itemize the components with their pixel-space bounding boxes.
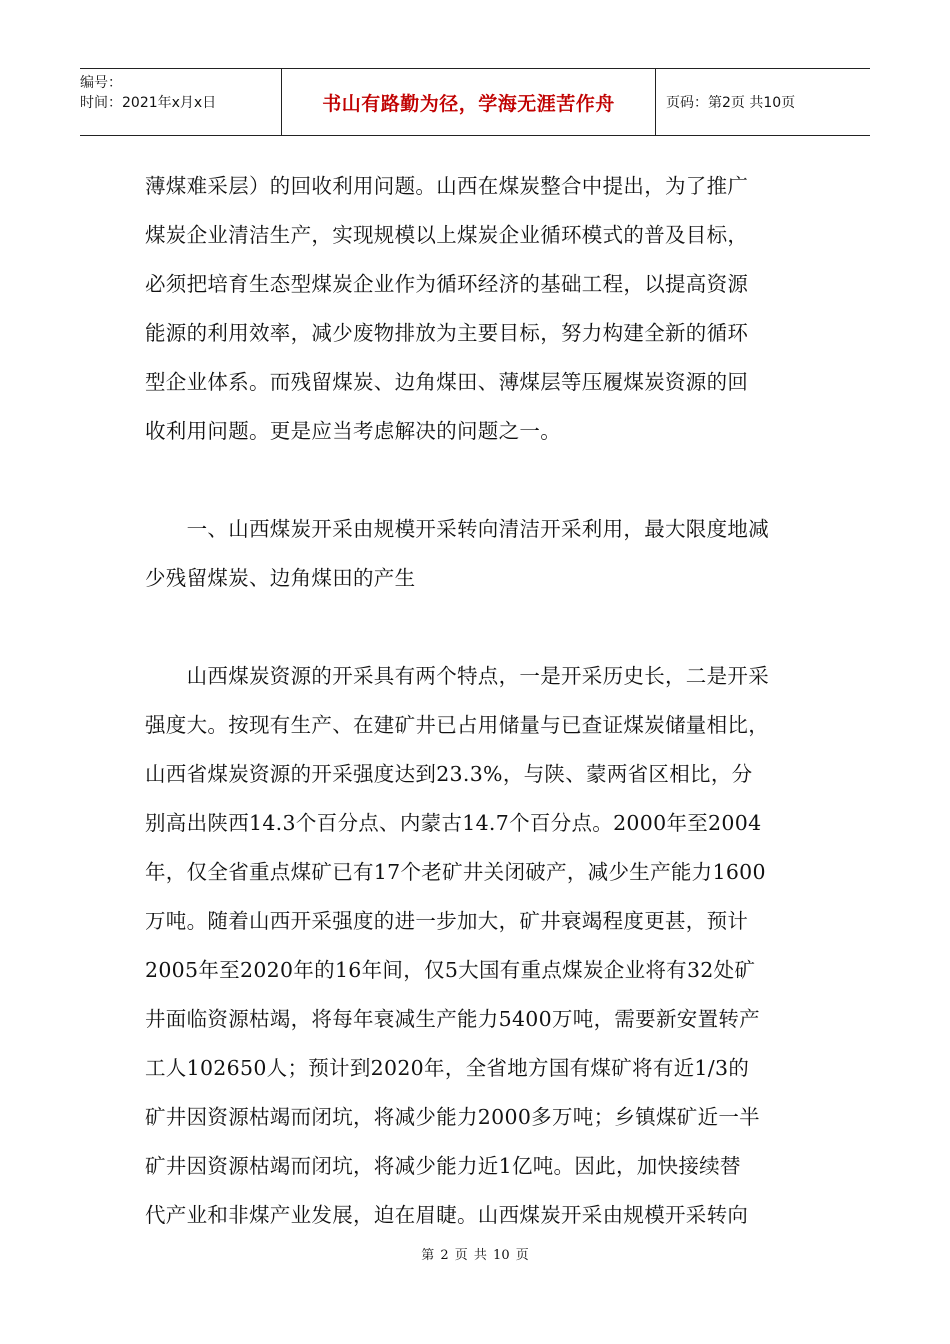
page-footer: 第 2 页 共 10 页 [421, 1248, 529, 1263]
heading-line: 少残留煤炭、边角煤田的产生 [145, 566, 416, 590]
text-line: 能源的利用效率，减少废物排放为主要目标，努力构建全新的循环 [145, 321, 749, 345]
text-line: 井面临资源枯竭，将每年衰减生产能力5400万吨，需要新安置转产 [145, 1007, 760, 1031]
paragraph-2 [145, 652, 810, 1240]
text-line: 万吨。随着山西开采强度的进一步加大，矿井衰竭程度更甚，预计 [145, 909, 749, 933]
text-line: 山西煤炭资源的开采具有两个特点，一是开采历史长，二是开采 [145, 664, 769, 688]
text-line: 强度大。按现有生产、在建矿井已占用储量与已查证煤炭储量相比， [145, 713, 769, 737]
text-line: 年，仅全省重点煤矿已有17个老矿井关闭破产，减少生产能力1600 [145, 860, 766, 884]
text-line: 山西省煤炭资源的开采强度达到23.3%，与陕、蒙两省区相比，分 [145, 762, 753, 786]
text-line: 必须把培育生态型煤炭企业作为循环经济的基础工程，以提高资源 [145, 272, 749, 296]
text-line: 2005年至2020年的16年间，仅5大国有重点煤炭企业将有32处矿 [145, 958, 756, 982]
text-line: 工人102650人；预计到2020年，全省地方国有煤矿将有近1/3的 [145, 1056, 750, 1080]
document-body [145, 162, 810, 1240]
text-line: 矿井因资源枯竭而闭坑，将减少能力2000多万吨；乡镇煤矿近一半 [145, 1105, 760, 1129]
page-header [80, 68, 870, 136]
paragraph-1 [145, 162, 810, 456]
text-line: 别高出陕西14.3个百分点、内蒙古14.7个百分点。2000年至2004 [145, 811, 762, 835]
document-number-label: 编号： [80, 75, 122, 91]
text-line: 煤炭企业清洁生产，实现规模以上煤炭企业循环模式的普及目标， [145, 223, 749, 247]
text-line: 型企业体系。而残留煤炭、边角煤田、薄煤层等压履煤炭资源的回 [145, 370, 749, 394]
text-line: 收利用问题。更是应当考虑解决的问题之一。 [145, 419, 561, 443]
document-time-label: 时间：2021年x月x日 [80, 95, 217, 111]
text-line: 薄煤难采层）的回收利用问题。山西在煤炭整合中提出，为了推广 [145, 174, 749, 198]
text-line: 矿井因资源枯竭而闭坑，将减少能力近1亿吨。因此，加快接续替 [145, 1154, 741, 1178]
header-meta [80, 69, 282, 135]
heading-line: 一、山西煤炭开采由规模开采转向清洁开采利用，最大限度地减 [145, 517, 769, 541]
text-line: 代产业和非煤产业发展，迫在眉睫。山西煤炭开采由规模开采转向 [145, 1203, 749, 1227]
header-motto: 书山有路勤为径，学海无涯苦作舟 [282, 69, 656, 135]
header-page-info: 页码：第2页 共10页 [666, 95, 796, 111]
section-heading [145, 505, 810, 603]
